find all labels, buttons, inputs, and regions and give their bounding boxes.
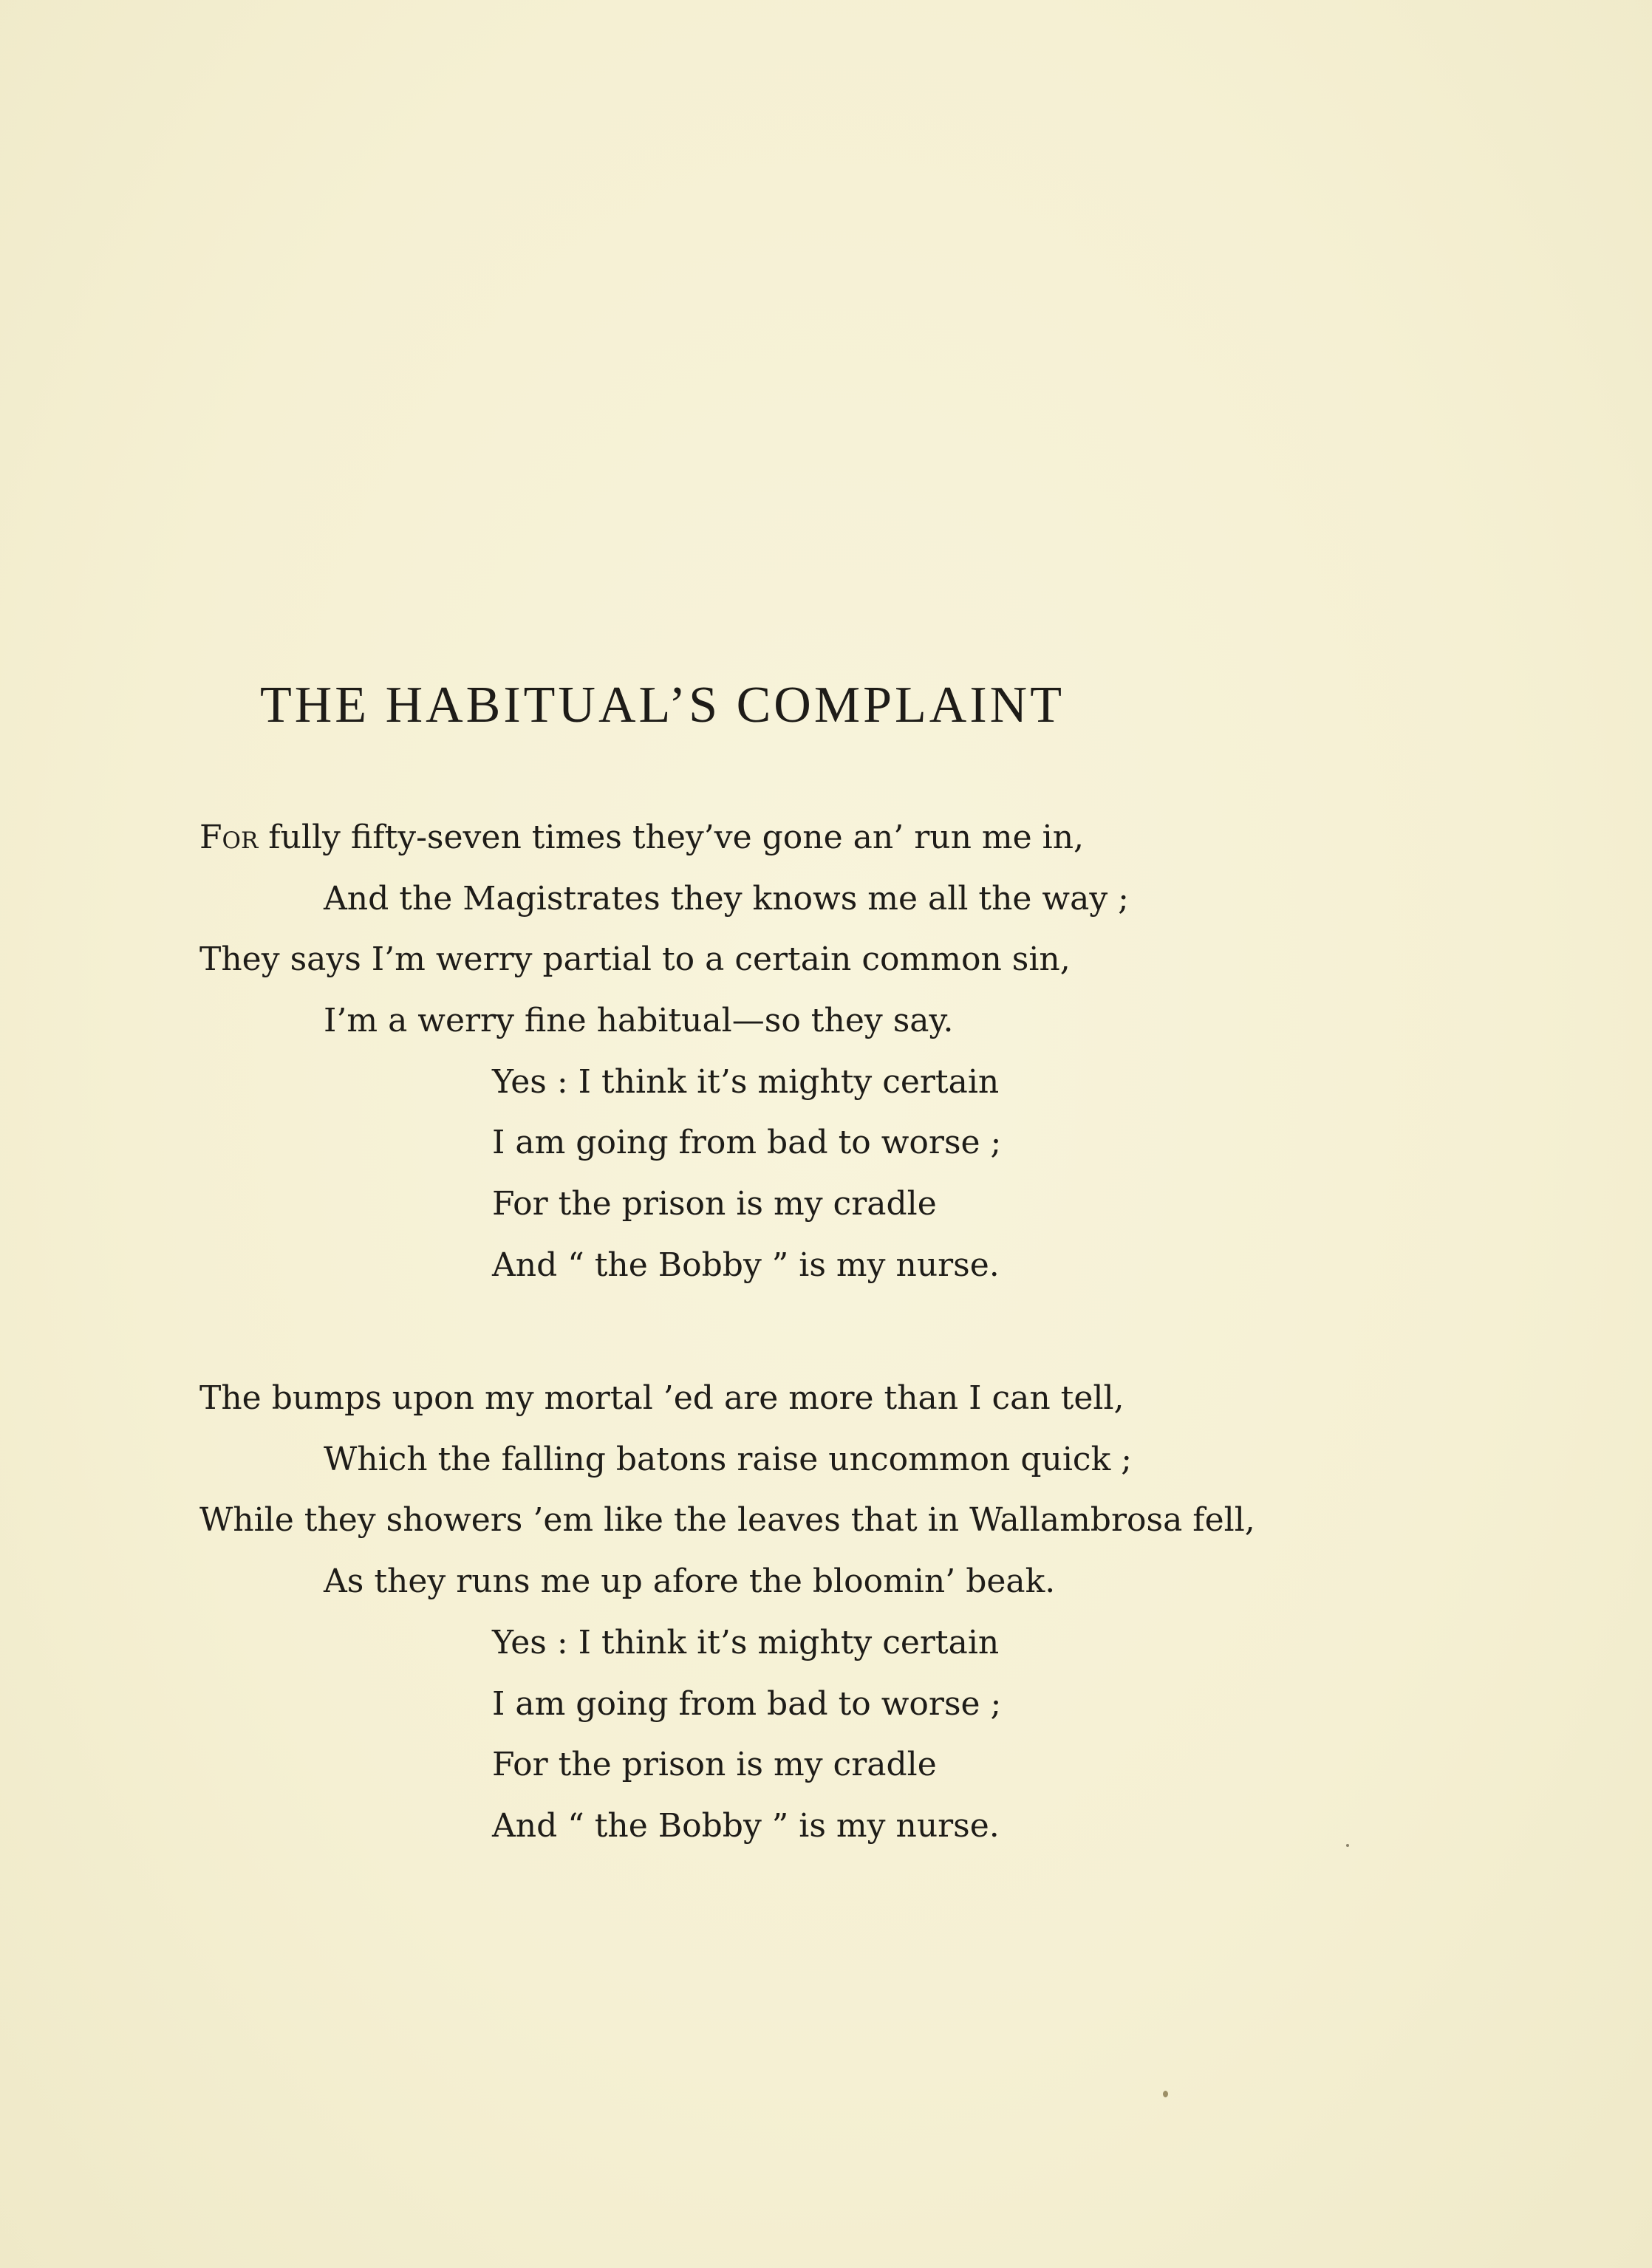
stanza2-refrain4: And “ the Bobby ” is my nurse.: [492, 1807, 1000, 1845]
poem-title: THE HABITUAL’S COMPLAINT: [260, 677, 1065, 734]
stanza1-line3: They says I’m werry partial to a certain common sin,: [199, 940, 1071, 978]
stanza2-refrain1: Yes : I think it’s mighty certain: [492, 1624, 1000, 1661]
stanza2-line3: While they showers ’em like the leaves that in Wallambrosa fell,: [199, 1501, 1255, 1539]
paper-speck: [1163, 2091, 1168, 2097]
paper-speck: [1346, 1844, 1349, 1847]
stanza1-refrain2: I am going from bad to worse ;: [492, 1124, 1002, 1161]
stanza2-refrain2: I am going from bad to worse ;: [492, 1685, 1002, 1723]
stanza2-line4: As they runs me up afore the bloomin’ beak.: [324, 1562, 1056, 1600]
stanza1-line2: And the Magistrates they knows me all the way ;: [324, 880, 1129, 918]
stanza2-line2: Which the falling batons raise uncommon quick ;: [324, 1441, 1133, 1478]
drop-word: For: [199, 819, 259, 856]
stanza2-line1: The bumps upon my mortal ’ed are more than I can tell,: [199, 1379, 1124, 1417]
stanza2-refrain3: For the prison is my cradle: [492, 1746, 937, 1783]
stanza1-refrain1: Yes : I think it’s mighty certain: [492, 1063, 1000, 1101]
stanza1-line1: [199, 819, 1085, 856]
stanza1-line4: I’m a werry fine habitual—so they say.: [324, 1002, 954, 1039]
stanza1-refrain4: And “ the Bobby ” is my nurse.: [492, 1246, 1000, 1284]
stanza1-line1-text: fully fifty-seven times they’ve gone an’ run me in,: [258, 819, 1085, 856]
stanza1-refrain3: For the prison is my cradle: [492, 1185, 937, 1223]
